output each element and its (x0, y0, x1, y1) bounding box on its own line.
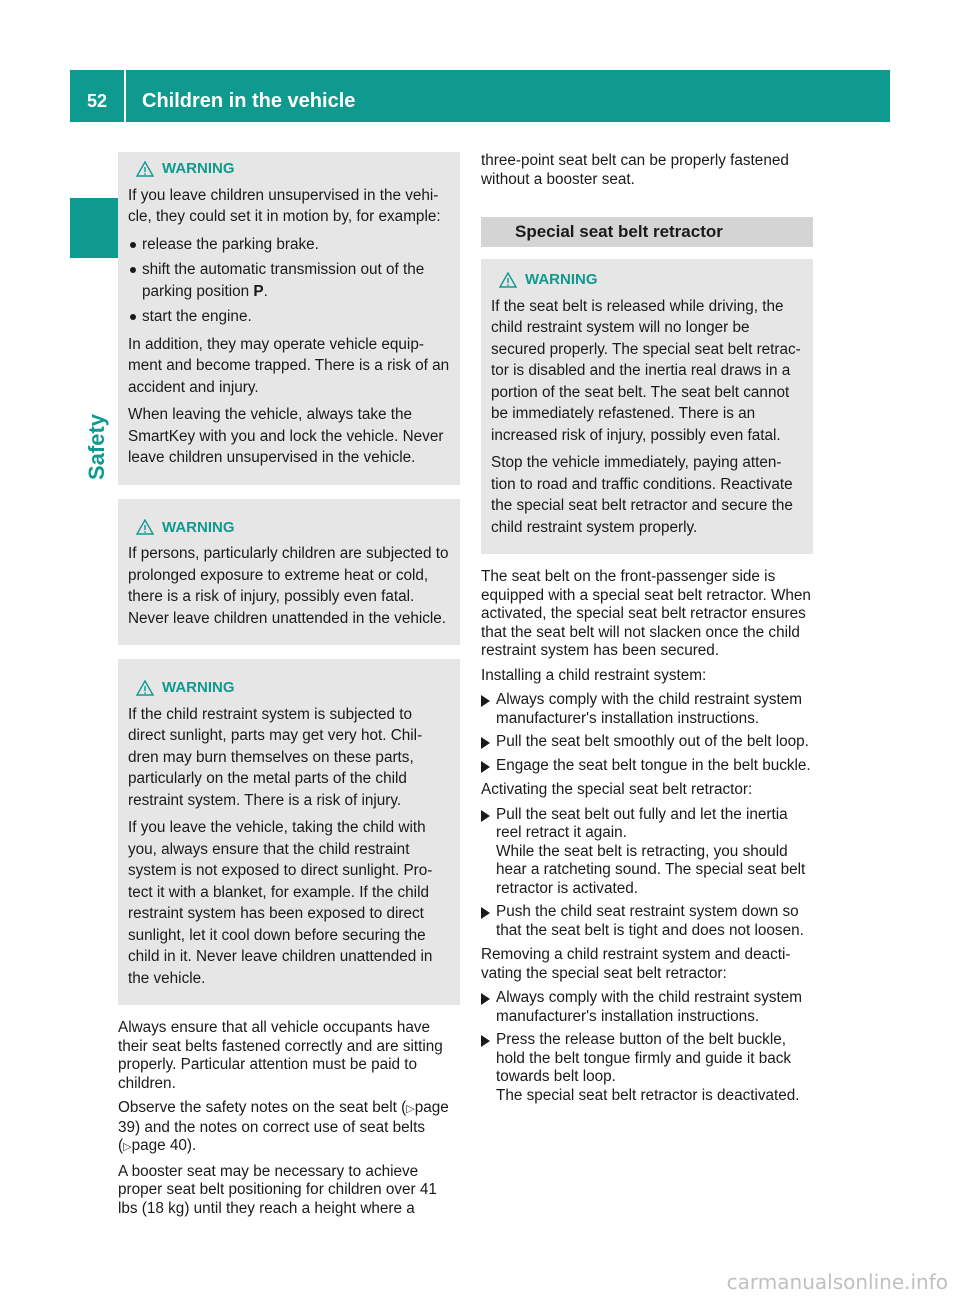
warning-text: Stop the vehicle immediately, paying atten-tion to road and traffic conditions. Reactivate the special seat belt retractor and secure the child restraint system properly. (491, 454, 793, 536)
page-link[interactable]: page 39 (118, 1099, 449, 1136)
warning-label: WARNING (162, 160, 235, 177)
warning-text: If the child restraint system is subjected to direct sunlight, parts may get very hot. Chil-dren may burn themselves on these parts, particularly on the metal parts of the child restraint system. There is a risk of injury. (128, 705, 423, 809)
triangle-arrow-icon (481, 761, 490, 773)
text-run: ) and the notes on correct use of seat belts ( (118, 1118, 425, 1154)
page-number: 52 (70, 70, 126, 122)
step-text: Press the release button of the belt buckle, hold the belt tongue firmly and guide it back towards belt loop. (496, 1031, 792, 1085)
body-paragraph: three-point seat belt can be properly fastened without a booster seat. (481, 152, 789, 188)
body-paragraph-refs (118, 1099, 460, 1157)
warning-text: If you leave children unsupervised in the vehi-cle, they could set it in motion by, for example: (128, 186, 441, 225)
remove-steps (481, 989, 813, 1105)
warning-header (128, 517, 450, 539)
install-steps (481, 691, 813, 775)
warning-text: If you leave the vehicle, taking the child with you, always ensure that the child restraint system is not exposed to direct sunlight. Pro-tect it with a blanket, for example. If the child restraint system has been exposed to direct sunlight, let it cool down before securing the child in it. Never leave children unattended in the vehicle. (128, 819, 433, 987)
warning-text: When leaving the vehicle, always take the SmartKey with you and lock the vehicle. Never leave children unsupervised in the vehicle. (128, 406, 444, 466)
page-link[interactable]: page 40 (131, 1137, 187, 1154)
triangle-arrow-icon (481, 1035, 490, 1047)
text-run: ). (186, 1137, 197, 1154)
warning-triangle-icon (136, 680, 154, 696)
step-text: Engage the seat belt tongue in the belt buckle. (496, 756, 811, 774)
procedure-heading: Installing a child restraint system: (481, 666, 707, 684)
gear-position: P (253, 282, 264, 300)
step-item (481, 1031, 813, 1105)
warning-triangle-icon (136, 519, 154, 535)
triangle-arrow-icon (481, 810, 490, 822)
bullet-item (128, 259, 450, 302)
step-text: Pull the seat belt out fully and let the inertia reel retract it again. (496, 805, 788, 841)
warning-box-3 (118, 659, 460, 1005)
step-text: Always comply with the child restraint system manufacturer's installation instructions. (496, 989, 803, 1025)
step-item (481, 691, 813, 728)
warning-text: If persons, particularly children are subjected to prolonged exposure to extreme heat or cold, there is a risk of injury, possibly even fatal. Never leave children unattended in the vehicle. (128, 545, 449, 627)
warning-label: WARNING (162, 518, 235, 536)
procedure-heading: Removing a child restraint system and deacti-vating the special seat belt retractor: (481, 946, 791, 982)
warning-triangle-icon (136, 161, 154, 177)
warning-header (491, 269, 803, 291)
bullet-text: shift the automatic transmission out of the parking position (142, 261, 425, 300)
body-paragraph: Always ensure that all vehicle occupants have their seat belts fastened correctly and are sitting properly. Particular attention must be paid to children. (118, 1019, 443, 1092)
warning-text: If the seat belt is released while driving, the child restraint system will no longer be secured properly. The special seat belt retrac-tor is disabled and the inertia real draws in a portion of the seat belt. The seat belt cannot be immediately refastened. There is an increased risk of injury, possibly even fatal. (491, 297, 801, 444)
triangle-arrow-icon (481, 695, 490, 707)
step-item (481, 989, 813, 1026)
step-result: The special seat belt retractor is deactivated. (496, 1086, 800, 1104)
step-item (481, 806, 813, 899)
warning-header (128, 677, 450, 699)
side-section-label: Safety (84, 413, 109, 480)
text-run: Observe the safety notes on the seat belt ( (118, 1099, 407, 1116)
left-column (118, 152, 460, 1224)
warning-label: WARNING (162, 679, 235, 696)
body-paragraph: A booster seat may be necessary to achieve proper seat belt positioning for children over 41 lbs (18 kg) until they reach a height where a (118, 1162, 437, 1217)
step-text: Push the child seat restraint system down so that the seat belt is tight and does not loosen. (496, 903, 804, 939)
section-heading: Special seat belt retractor (481, 217, 813, 247)
triangle-arrow-icon (481, 737, 490, 749)
triangle-arrow-icon (481, 907, 490, 919)
triangle-arrow-icon (481, 993, 490, 1005)
activate-steps (481, 806, 813, 941)
warning-bullet-list (128, 234, 450, 328)
warning-box-4 (481, 259, 813, 554)
step-item (481, 733, 813, 752)
page-title: Children in the vehicle (142, 90, 356, 112)
step-item (481, 903, 813, 940)
warning-box-1 (118, 152, 460, 485)
warning-header (128, 158, 450, 180)
step-text: Pull the seat belt smoothly out of the belt loop. (496, 733, 809, 750)
step-text: Always comply with the child restraint system manufacturer's installation instructions. (496, 691, 803, 727)
side-tab (70, 198, 124, 258)
procedure-heading: Activating the special seat belt retractor: (481, 781, 753, 798)
warning-label: WARNING (525, 271, 598, 288)
watermark: carmanualsonline.info (726, 1270, 948, 1294)
bullet-item: start the engine. (128, 306, 450, 328)
right-column (481, 152, 813, 1111)
bullet-end: . (263, 282, 268, 300)
bullet-item: release the parking brake. (128, 234, 450, 256)
warning-text: In addition, they may operate vehicle equip-ment and become trapped. There is a risk of an accident and injury. (128, 335, 450, 396)
warning-triangle-icon (499, 272, 517, 288)
page-reference-arrow-icon: ▷ (123, 1141, 132, 1153)
step-result: While the seat belt is retracting, you should hear a ratcheting sound. The special seat belt retractor is activated. (496, 842, 806, 897)
step-item (481, 757, 813, 776)
body-paragraph: The seat belt on the front-passenger side is equipped with a special seat belt retractor. When activated, the special seat belt retractor ensures that the seat belt will not slacken once the child restraint system has been secured. (481, 568, 811, 659)
warning-box-2 (118, 499, 460, 646)
page-reference-arrow-icon: ▷ (406, 1103, 415, 1115)
